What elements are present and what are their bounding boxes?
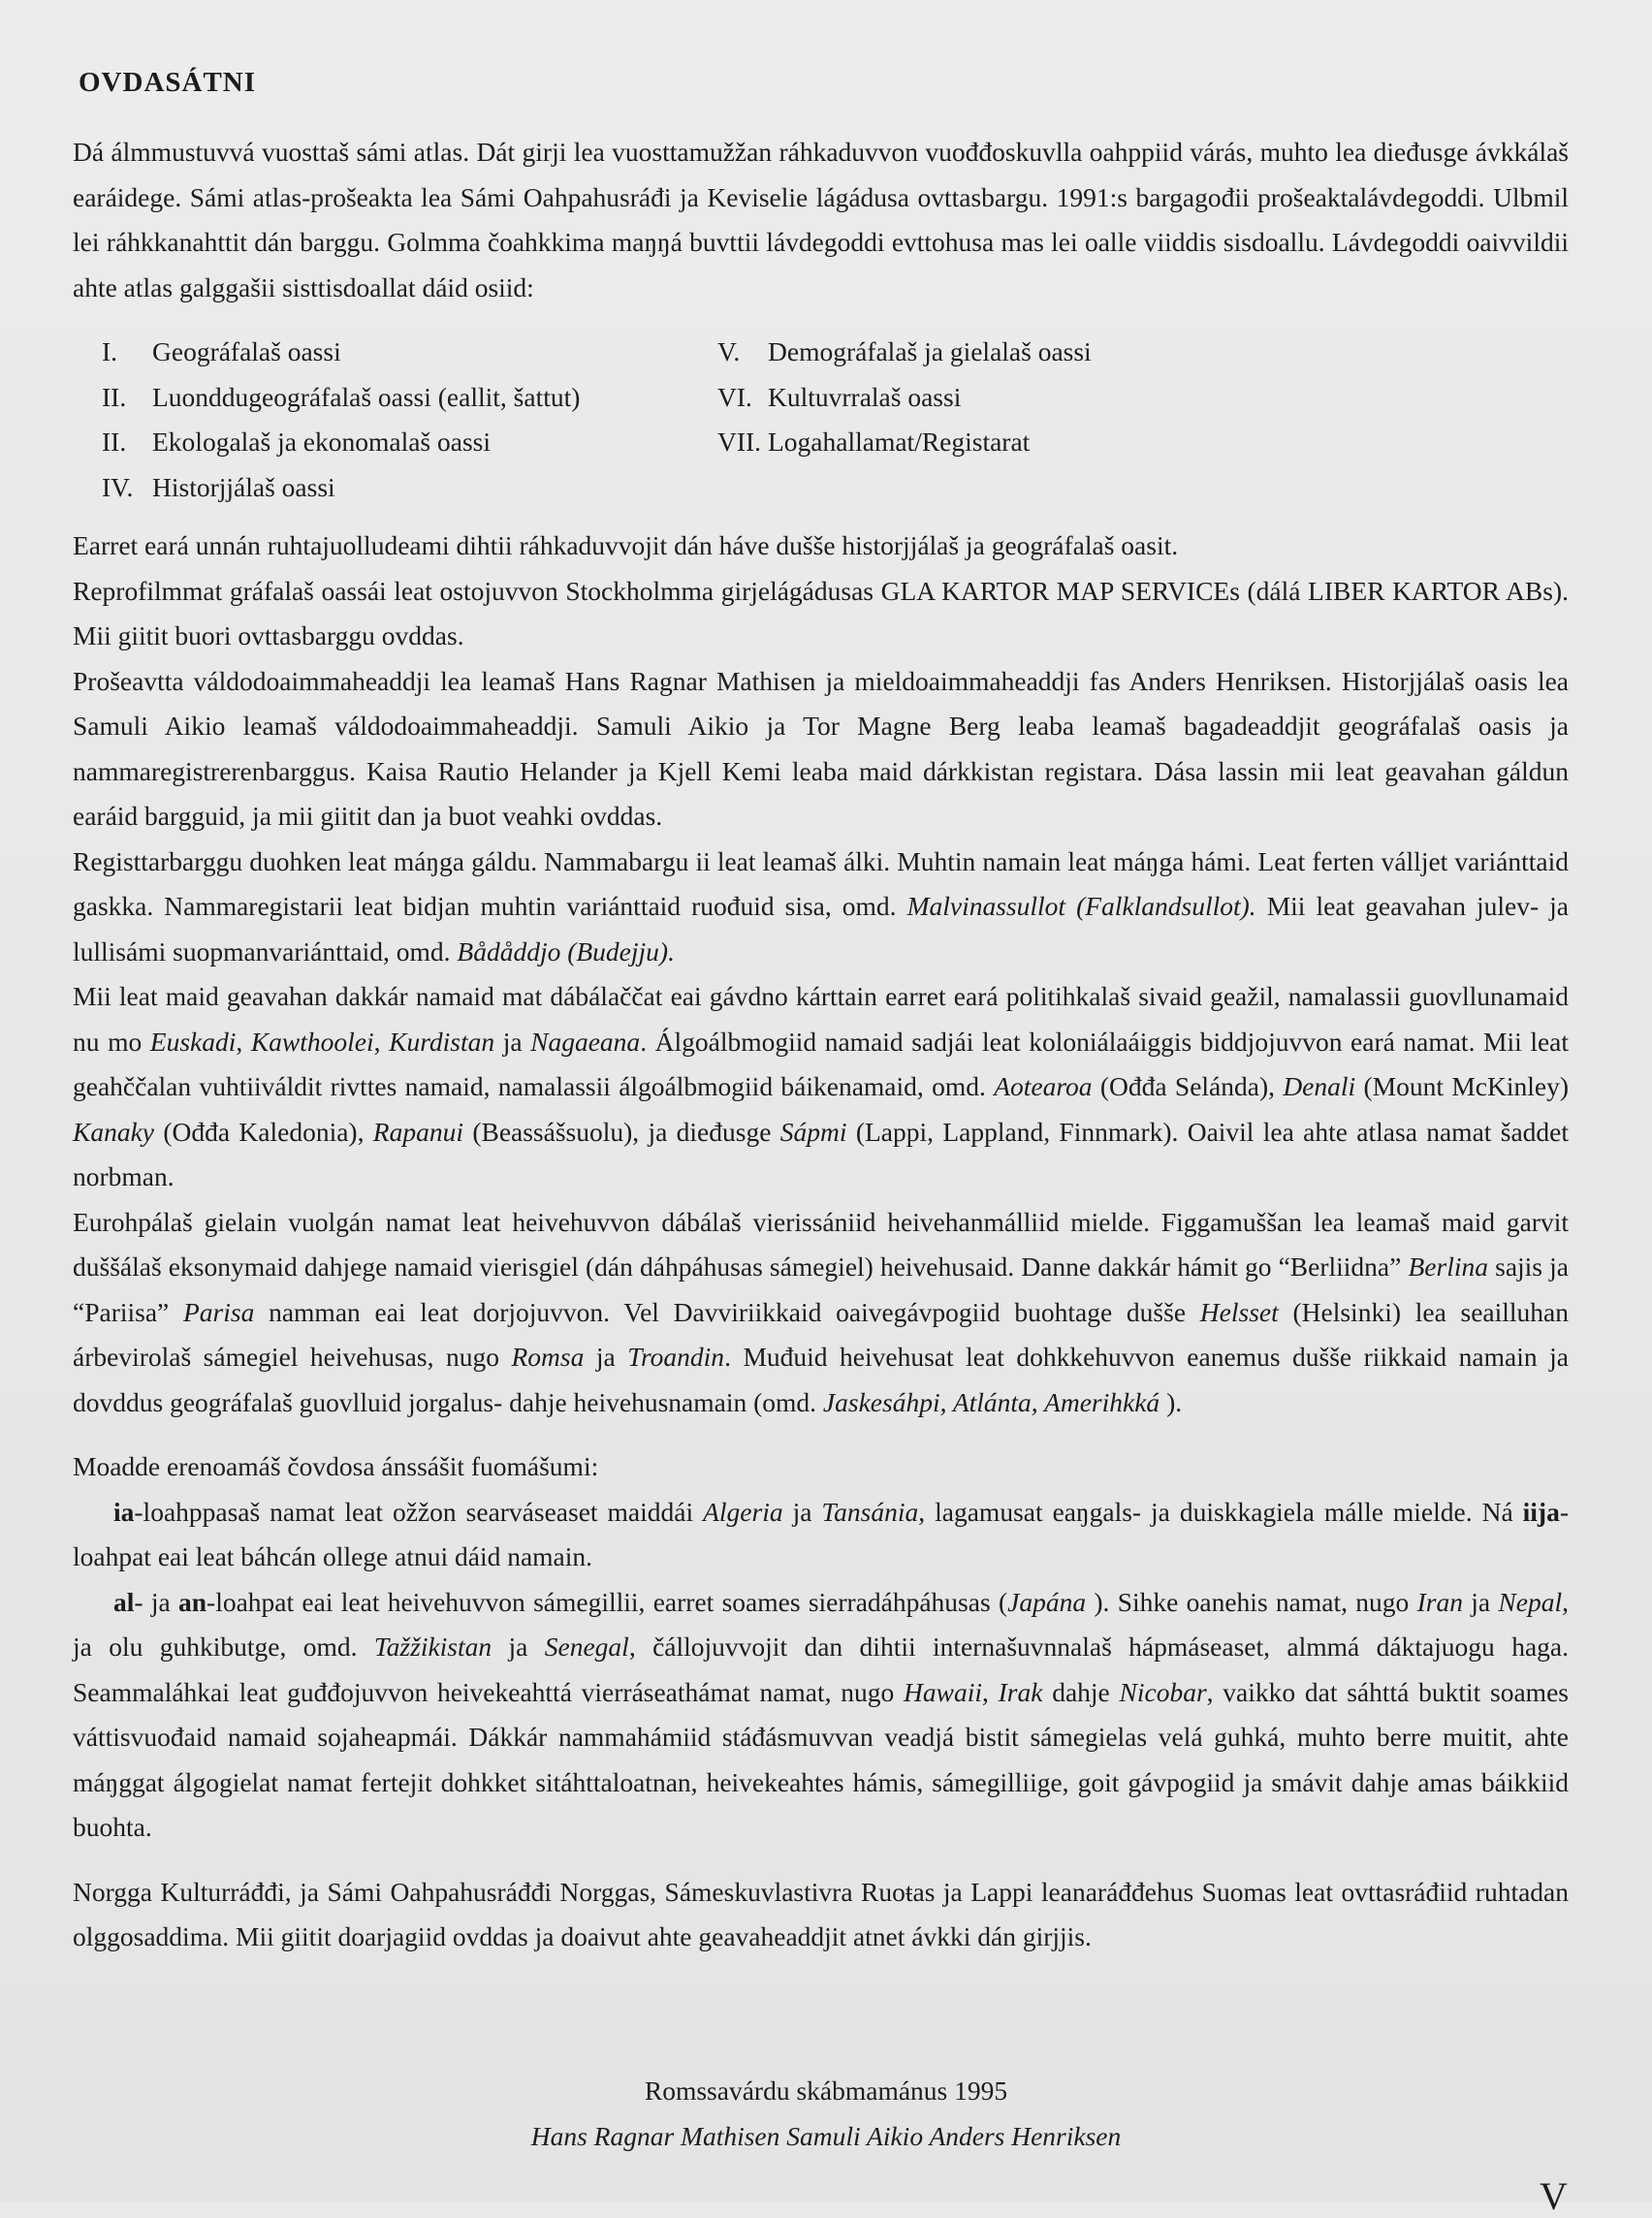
contents-item-number: II. — [102, 381, 127, 412]
paragraph: Reprofilmmat gráfalaš oassái leat ostojuvvon Stockholmma girjelágádusas GLA KARTOR MAP SERVICEs (dálá LIBER KARTOR ABs). Mii giitit buori ovttasbarggu ovddas. — [73, 575, 1569, 650]
contents-item — [102, 465, 580, 511]
contents-item-label: Logahallamat/Registarat — [768, 427, 1031, 457]
contents-list — [73, 330, 1569, 512]
paragraph: Mii leat maid geavahan dakkár namaid mat dábálaččat eai gávdno kárttain earret eará politihkalaš sivaid geažil, namalassii guovllunamaid nu mo Euskadi, Kawthoolei, Kurdistan ja Nagaeana. Álgoálbmogiid namaid sadjái leat koloniálaáiggis biddjojuvvon eará namat. Mii leat geahččalan vuhtiiváldit rivttes namaid, namalassii álgoálbmogiid báikenamaid, omd. Aotearoa (Ođđa Selánda), Denali (Mount McKinley) Kanaky (Ođđa Kaledonia), Rapanui (Beassášsuolu), ja dieđusge Sápmi (Lappi, Lappland, Finnmark). Oaivil lea ahte atlasa namat šaddet norbman. — [73, 981, 1570, 1191]
contents-item-label: Kultuvrralaš oassi — [768, 381, 962, 412]
contents-item-number: VII. — [717, 427, 762, 457]
contents-item-number: V. — [717, 336, 741, 366]
paragraph: Prošeavtta váldodoaimmaheaddji lea leamaš Hans Ragnar Mathisen ja mieldoaimmaheaddji fas Anders Henriksen. Historjjálaš oasis lea Samuli Aikio leamaš váldodoaimmaheaddji. Samuli Aikio ja Tor Magne Berg leaba leamaš bagadeaddjit geográfalaš oasis ja nammaregistrerenbarggus. Kaisa Rautio Helander ja Kjell Kemi leaba maid dárkkistan registara. Dása lassin mii leat geavahan gáldun earáid bargguid, ja mii giitit dan ja buot veahki ovddas. — [73, 665, 1569, 831]
paragraph: Eurohpálaš gielain vuolgán namat leat heivehuvvon dábálaš vierissániid heivehanmálliid mielde. Figgamuššan lea leamaš maid garvit duššálaš eksonymaid dahjege namaid vierisgiel (dán dáhpáhusas sámegiel) heivehusaid. Danne dakkár hámit go “Berliidna” Berlina sajis ja “Pariisa” Parisa namman eai leat dorjojuvvon. Vel Davviriikkaid oaivegávpogiid buohtage dušše Helsset (Helsinki) lea seailluhan árbevirolaš sámegiel heivehusas, nugo Romsa ja Troandin. Muđuid heivehusat leat dohkkehuvvon eanemus dušše riikkaid namain ja dovddus geográfalaš guovlluid jorgalus- dahje heivehusnamain (omd. Jaskesáhpi, Atlánta, Amerihkká ). — [73, 1206, 1569, 1417]
contents-item-number: VI. — [717, 381, 752, 412]
contents-item-number: I. — [102, 336, 118, 366]
paragraph: al- ja an-loahpat eai leat heivehuvvon sámegillii, earret soames sierradáhpáhusas (Japána ). Sihke oanehis namat, nugo Iran ja Nepal, ja olu guhkibutge, omd. Tažžikistan ja Senegal, čállojuvvojit dan dihtii internašuvnnalaš hápmáseaset, almmá dáktajuogu haga. Seammaláhkai leat guđđojuvvon heivekeahttá vierráseathámat namat, nugo Hawaii, Irak dahje Nicobar, vaikko dat sáhttá buktit soames váttisvuođaid namaid sojaheapmái. Dákkár nammahámiid stáđásmuvvan veadjá bistit sámegielas velá guhká, muhto berre muitit, ahte máŋggat álgogielat namat fertejit dohkket sitáhttaloatnan, heivekeahtes hámis, sámegilliige, goit gávpogiid ja smávit dahje amas báikkiid buohta. — [73, 1586, 1569, 1842]
paragraph: Registtarbarggu duohken leat máŋga gáldu. Nammabargu ii leat leamaš álki. Muhtin namain leat máŋga hámi. Leat ferten válljet variánttaid gaskka. Nammaregistarii leat bidjan muhtin variánttaid ruođuid sisa, omd. Malvinassullot (Falklandsullot). Mii leat geavahan julev- ja lullisámi suopmanvariánttaid, omd. Bådåddjo (Budejju). — [73, 845, 1569, 966]
contents-item — [102, 420, 580, 465]
paragraph: ia-loahppasaš namat leat ožžon searváseaset maiddái Algeria ja Tansánia, lagamusat eaŋgals- ja duiskkagiela málle mielde. Ná iija-loahpat eai leat báhcán ollege atnui dáid namain. — [73, 1496, 1569, 1571]
main-text — [73, 523, 1569, 1960]
contents-left-column — [102, 330, 580, 510]
contents-item — [717, 375, 1092, 421]
contents-item — [717, 330, 1092, 375]
paragraph: Earret eará unnán ruhtajuolludeami dihtii ráhkaduvvojit dán háve dušše historjjálaš ja geográfalaš oasit. — [73, 530, 1179, 560]
contents-item-label: Geográfalaš oassi — [152, 336, 341, 366]
signoff-names: Hans Ragnar Mathisen Samuli Aikio Anders Henriksen — [530, 2121, 1122, 2151]
contents-item-label: Ekologalaš ja ekonomalaš oassi — [152, 427, 492, 457]
contents-item — [102, 330, 580, 375]
intro-paragraph: Dá álmmustuvvá vuosttaš sámi atlas. Dát girji lea vuosttamužžan ráhkaduvvon vuođđoskuvlla oahppiid várás, muhto lea dieđusge ávkkálaš earáidege. Sámi atlas-prošeakta lea Sámi Oahpahusráđi ja Keviselie lágádusa ovttasbargu. 1991:s bargagođii prošeaktalávdegoddi. Ulbmil lei ráhkkanahttit dán barggu. Golmma čoahkkima maŋŋá buvttii lávdegoddi evttohusa mas lei oalle viiddis sisdoallu. Lávdegoddi oaivvildii ahte atlas galggašii sisttisdoallat dáid osiid: — [73, 137, 1569, 302]
paragraph: Norgga Kulturráđđi, ja Sámi Oahpahusráđđi Norggas, Sámeskuvlastivra Ruoŧas ja Lappi leanaráđđehus Suomas leat ovttasráđiid ruhtadan olggosaddima. Mii giitit doarjagiid ovddas ja doaivut ahte geavaheaddjit atnet ávkki dán girjjis. — [73, 1876, 1569, 1951]
contents-item-number: IV. — [102, 471, 134, 502]
contents-item-number: II. — [102, 427, 127, 457]
contents-item-label: Demográfalaš ja gielalaš oassi — [768, 336, 1092, 366]
contents-item — [102, 375, 580, 421]
contents-item-label: Historjjálaš oassi — [152, 471, 335, 502]
signoff-place-date: Romssavárdu skábmamánus 1995 — [644, 2075, 1008, 2106]
page-title: OVDASÁTNI — [79, 67, 257, 98]
contents-item-label: Luonddugeográfalaš oassi (eallit, šattut) — [152, 381, 581, 412]
page-number: V — [1540, 2174, 1568, 2218]
contents-right-column — [717, 330, 1092, 465]
contents-item — [717, 420, 1092, 465]
paragraph: Moadde erenoamáš čovdosa ánssášit fuomášumi: — [73, 1451, 599, 1481]
document-body — [73, 56, 1569, 1960]
